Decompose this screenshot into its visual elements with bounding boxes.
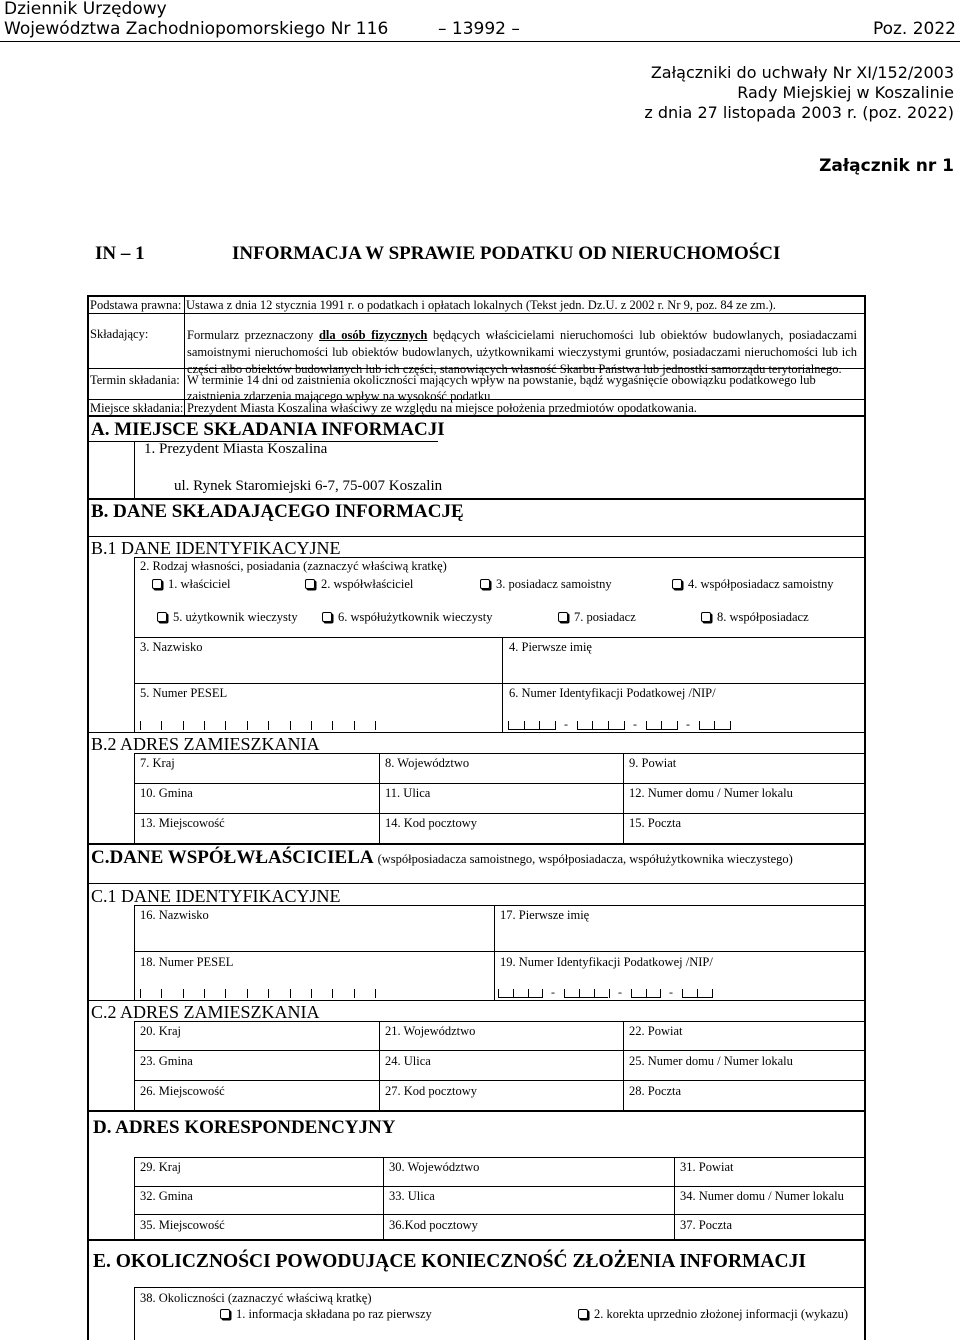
info-rule [88, 399, 866, 400]
digit-box-divider [513, 989, 514, 998]
digit-box-divider [183, 989, 184, 998]
d-voivodeship-label: 30. Województwo [389, 1160, 480, 1174]
section-rule [88, 883, 866, 884]
digit-box-divider [311, 989, 312, 998]
place-text: Prezydent Miasta Koszalina właściwy ze względu na miejsce położenia przedmiotów opodatkowania. [187, 401, 697, 415]
filer-text-a: Formularz przeznaczony [187, 328, 319, 342]
circumstance-option-first-filing[interactable] [220, 1307, 432, 1322]
address-grid-divider [623, 753, 624, 844]
co-surname-label: 16. Nazwisko [140, 908, 209, 922]
digit-group-baseline [564, 997, 608, 998]
ownership-option-perpetual-co-user[interactable] [322, 610, 493, 625]
field-rule [134, 1080, 866, 1081]
field-rule [134, 1186, 866, 1187]
info-label-divider [184, 295, 185, 415]
circumstances-label: 38. Okoliczności (zaznaczyć właściwą kratkę) [140, 1291, 372, 1305]
section-e-title: E. OKOLICZNOŚCI POWODUJĄCE KONIECZNOŚĆ ZŁOŻENIA INFORMACJI [93, 1251, 806, 1272]
address-grid-divider [623, 1021, 624, 1111]
digit-box-divider [699, 721, 700, 730]
ownership-option-co-owner[interactable] [305, 577, 413, 592]
info-top-rule [88, 295, 866, 297]
section-c1-indent [134, 905, 135, 1000]
section-d-title: D. ADRES KORESPONDENCYJNY [93, 1117, 396, 1138]
option-label: 4. współposiadacz samoistny [688, 577, 834, 591]
section-c1-title: C.1 DANE IDENTYFIKACYJNE [91, 886, 341, 906]
b-county-label: 9. Powiat [629, 756, 677, 770]
d-municipality-label: 32. Gmina [140, 1189, 193, 1203]
deadline-label: Termin składania: [90, 373, 180, 387]
co-nip-input-boxes[interactable] [498, 985, 712, 999]
filer-text [187, 327, 857, 378]
option-label: 8. współposiadacz [717, 610, 809, 624]
section-c-heading [91, 847, 793, 869]
field-rule [134, 1021, 866, 1022]
digit-group-separator: - [564, 717, 568, 731]
d-city-label: 35. Miejscowość [140, 1218, 225, 1232]
checkbox-icon[interactable] [220, 1309, 230, 1319]
digit-box-divider [508, 721, 509, 730]
annex-line-3: z dnia 27 listopada 2003 r. (poz. 2022) [644, 103, 954, 122]
digit-group-separator: - [669, 985, 673, 999]
digit-box-divider [375, 989, 376, 998]
field-rule [134, 683, 866, 684]
digit-box-divider [594, 989, 595, 998]
digit-box-divider [225, 989, 226, 998]
field-rule [134, 813, 866, 814]
journal-subtitle: Województwa Zachodniopomorskiego Nr 116 [4, 19, 389, 39]
digit-group-baseline [508, 729, 555, 730]
field-rule [134, 951, 866, 952]
annex-line-1: Załączniki do uchwały Nr XI/152/2003 [650, 63, 954, 82]
form-title: INFORMACJA W SPRAWIE PODATKU OD NIERUCHOMOŚCI [232, 243, 781, 264]
section-c-title: C.DANE WSPÓŁWŁAŚCICIELA [91, 847, 374, 868]
address-grid-left [134, 1157, 135, 1239]
journal-name: Dziennik Urzędowy [4, 0, 167, 19]
option-label: 3. posiadacz samoistny [496, 577, 612, 591]
field-divider [502, 637, 503, 732]
c-street-label: 24. Ulica [385, 1054, 431, 1068]
tax-office-name: 1. Prezydent Miasta Koszalina [144, 441, 328, 457]
digit-box-divider [268, 989, 269, 998]
digit-box-divider [140, 989, 141, 998]
annex-reference [644, 63, 954, 123]
option-label: 1. informacja składana po raz pierwszy [236, 1307, 432, 1321]
section-b1-indent [134, 557, 135, 732]
digit-box-divider [730, 721, 731, 730]
field-rule [134, 1287, 866, 1288]
digit-box-divider [204, 721, 205, 730]
first-name-field[interactable] [509, 656, 859, 680]
field-rule [134, 1214, 866, 1215]
digit-box-divider [528, 989, 529, 998]
digit-box-divider [140, 721, 141, 730]
section-b1-title: B.1 DANE IDENTYFIKACYJNE [91, 538, 341, 558]
section-rule [88, 1110, 866, 1112]
d-postal-code-label: 36.Kod pocztowy [389, 1218, 478, 1232]
digit-box-divider [646, 721, 647, 730]
option-label: 2. korekta uprzednio złożonej informacji (wykazu) [594, 1307, 849, 1321]
ownership-option-owner[interactable] [152, 577, 230, 592]
section-rule [88, 1000, 866, 1001]
section-c2-title: C.2 ADRES ZAMIESZKANIA [91, 1002, 320, 1022]
annex-line-2: Rady Miejskiej w Koszalinie [737, 83, 954, 102]
tax-office-address: ul. Rynek Staromiejski 6-7, 75-007 Koszalin [174, 478, 443, 494]
address-grid-divider [674, 1157, 675, 1239]
deadline-text: W terminie 14 dni od zaistnienia okoliczności mających wpływ na powstanie, bądź wygaśnięcie obowiązku podatkowego lub zaistnienia zdarzenia mającego wpływ na wysokość podatku [187, 373, 816, 403]
surname-label: 3. Nazwisko [140, 640, 203, 654]
page-number: – 13992 – [438, 19, 520, 39]
first-name-label: 4. Pierwsze imię [509, 640, 592, 654]
ownership-option-independent-co-possessor[interactable] [672, 577, 833, 592]
b-house-number-label: 12. Numer domu / Numer lokalu [629, 786, 793, 800]
checkbox-icon[interactable] [480, 579, 490, 589]
d-county-label: 31. Powiat [680, 1160, 734, 1174]
d-street-label: 33. Ulica [389, 1189, 435, 1203]
co-nip-label: 19. Numer Identyfikacji Podatkowej /NIP/ [500, 955, 713, 969]
checkbox-icon[interactable] [701, 612, 711, 622]
c-post-office-label: 28. Poczta [629, 1084, 682, 1098]
address-grid-left [134, 753, 135, 844]
pesel-input-boxes[interactable] [140, 720, 376, 730]
digit-box-divider [247, 989, 248, 998]
digit-box-divider [660, 989, 661, 998]
b-municipality-label: 10. Gmina [140, 786, 193, 800]
b-voivodeship-label: 8. Województwo [385, 756, 470, 770]
digit-box-divider [579, 989, 580, 998]
section-e-indent [134, 1287, 135, 1340]
c-municipality-label: 23. Gmina [140, 1054, 193, 1068]
c-county-label: 22. Powiat [629, 1024, 683, 1038]
digit-box-divider [631, 989, 632, 998]
checkbox-icon[interactable] [558, 612, 568, 622]
digit-box-divider [714, 721, 715, 730]
checkbox-icon[interactable] [578, 1309, 588, 1319]
section-a-indent [134, 441, 135, 498]
b-postal-code-label: 14. Kod pocztowy [385, 816, 477, 830]
c-country-label: 20. Kraj [140, 1024, 181, 1038]
digit-box-divider [682, 989, 683, 998]
option-label: 1. właściciel [168, 577, 231, 591]
legal-basis-text: Ustawa z dnia 12 stycznia 1991 r. o podatkach i opłatach lokalnych (Tekst jedn. Dz.U. z 2002 r. Nr 9, poz. 84 ze zm.). [186, 298, 776, 312]
info-rule [88, 313, 866, 314]
field-rule [134, 783, 866, 784]
section-rule [88, 498, 866, 500]
digit-box-divider [577, 721, 578, 730]
digit-group-separator: - [551, 985, 555, 999]
b-street-label: 11. Ulica [385, 786, 431, 800]
legal-basis-label: Podstawa prawna: [90, 298, 182, 312]
option-label: 2. współwłaściciel [321, 577, 414, 591]
option-label: 6. współużytkownik wieczysty [338, 610, 493, 624]
digit-box-divider [592, 721, 593, 730]
d-house-number-label: 34. Numer domu / Numer lokalu [680, 1189, 844, 1203]
digit-box-divider [542, 989, 543, 998]
co-first-name-field[interactable] [500, 924, 858, 948]
section-rule [88, 843, 866, 845]
digit-box-divider [539, 721, 540, 730]
c-voivodeship-label: 21. Województwo [385, 1024, 476, 1038]
digit-box-divider [697, 989, 698, 998]
digit-group-baseline [498, 997, 542, 998]
digit-box-divider [225, 721, 226, 730]
digit-box-divider [661, 721, 662, 730]
digit-box-divider [161, 721, 162, 730]
section-rule [88, 732, 866, 733]
digit-box-divider [268, 721, 269, 730]
co-pesel-input-boxes[interactable] [140, 988, 376, 998]
field-divider [494, 905, 495, 1000]
digit-box-divider [608, 721, 609, 730]
b-post-office-label: 15. Poczta [629, 816, 682, 830]
filer-text-b: będących właścicielami nieruchomości lub obiektów budowlanych, posiadaczami samoistnymi nieruchomości lub obiektów budowlanych, użytkownikami wieczystymi gruntów, posiadaczami nieruchomości lub ich części albo obiektów budowlanych lub ich części, stanowiących własność Skarbu Państwa lub jednostki samorządu terytorialnego. [187, 328, 857, 376]
section-c-note: (współposiadacza samoistnego, współposiadacza, współużytkownika wieczystego) [377, 852, 793, 866]
digit-box-divider [712, 989, 713, 998]
digit-box-divider [498, 989, 499, 998]
digit-group-separator: - [618, 985, 622, 999]
digit-box-divider [624, 721, 625, 730]
field-rule [134, 557, 866, 558]
digit-box-divider [290, 989, 291, 998]
pesel-label: 5. Numer PESEL [140, 686, 228, 700]
nip-input-boxes[interactable] [508, 717, 730, 731]
d-post-office-label: 37. Poczta [680, 1218, 733, 1232]
frame-left [87, 295, 89, 1340]
address-grid-divider [379, 753, 380, 844]
ownership-option-perpetual-user[interactable] [157, 610, 298, 625]
surname-field[interactable] [140, 656, 495, 680]
b-city-label: 13. Miejscowość [140, 816, 225, 830]
digit-group-baseline [577, 729, 624, 730]
nip-label: 6. Numer Identyfikacji Podatkowej /NIP/ [509, 686, 716, 700]
info-rule [88, 368, 866, 369]
digit-box-divider [354, 989, 355, 998]
digit-box-divider [609, 989, 610, 998]
filer-label: Składający: [90, 327, 149, 341]
b-country-label: 7. Kraj [140, 756, 175, 770]
digit-box-divider [311, 721, 312, 730]
co-surname-field[interactable] [140, 924, 488, 948]
digit-box-divider [524, 721, 525, 730]
frame-right [864, 295, 866, 1340]
digit-box-divider [354, 721, 355, 730]
field-rule [134, 905, 866, 906]
ownership-option-possessor[interactable] [558, 610, 636, 625]
filer-text-bold: dla osób fizycznych [318, 328, 428, 342]
position-number: Poz. 2022 [872, 19, 956, 39]
digit-box-divider [290, 721, 291, 730]
field-rule [134, 1050, 866, 1051]
digit-box-divider [247, 721, 248, 730]
digit-box-divider [332, 721, 333, 730]
digit-box-divider [183, 721, 184, 730]
option-label: 5. użytkownik wieczysty [173, 610, 298, 624]
digit-box-divider [375, 721, 376, 730]
section-a-title: A. MIEJSCE SKŁADANIA INFORMACJI [91, 419, 445, 440]
info-bottom-rule [88, 415, 866, 417]
checkbox-icon[interactable] [305, 579, 315, 589]
field-rule [134, 1157, 866, 1158]
checkbox-icon[interactable] [322, 612, 332, 622]
annex-number: Załącznik nr 1 [819, 156, 954, 176]
digit-box-divider [332, 989, 333, 998]
digit-box-divider [564, 989, 565, 998]
address-grid-divider [379, 1021, 380, 1111]
digit-group-separator: - [633, 717, 637, 731]
field-rule [134, 637, 866, 638]
section-rule [88, 1239, 866, 1241]
digit-group-separator: - [686, 717, 690, 731]
section-rule [88, 536, 866, 537]
d-country-label: 29. Kraj [140, 1160, 181, 1174]
section-b-title: B. DANE SKŁADAJĄCEGO INFORMACJĘ [91, 501, 464, 522]
circumstance-option-correction[interactable] [578, 1307, 848, 1322]
section-b2-title: B.2 ADRES ZAMIESZKANIA [91, 734, 320, 754]
digit-box-divider [204, 989, 205, 998]
c-postal-code-label: 27. Kod pocztowy [385, 1084, 477, 1098]
field-rule [134, 753, 866, 754]
digit-box-divider [161, 989, 162, 998]
ownership-option-independent-possessor[interactable] [480, 577, 612, 592]
option-label: 7. posiadacz [574, 610, 636, 624]
checkbox-icon[interactable] [152, 579, 162, 589]
checkbox-icon[interactable] [672, 579, 682, 589]
digit-box-divider [677, 721, 678, 730]
digit-box-divider [646, 989, 647, 998]
ownership-option-co-possessor[interactable] [701, 610, 809, 625]
c-house-number-label: 25. Numer domu / Numer lokalu [629, 1054, 793, 1068]
ownership-type-label: 2. Rodzaj własności, posiadania (zaznaczyć właściwą kratkę) [140, 559, 447, 573]
c-city-label: 26. Miejscowość [140, 1084, 225, 1098]
address-grid-divider [383, 1157, 384, 1239]
digit-box-divider [555, 721, 556, 730]
form-code: IN – 1 [95, 243, 145, 264]
co-first-name-label: 17. Pierwsze imię [500, 908, 590, 922]
place-label: Miejsce składania: [90, 401, 184, 415]
checkbox-icon[interactable] [157, 612, 167, 622]
address-grid-left [134, 1021, 135, 1111]
header-rule [0, 41, 960, 42]
co-pesel-label: 18. Numer PESEL [140, 955, 234, 969]
